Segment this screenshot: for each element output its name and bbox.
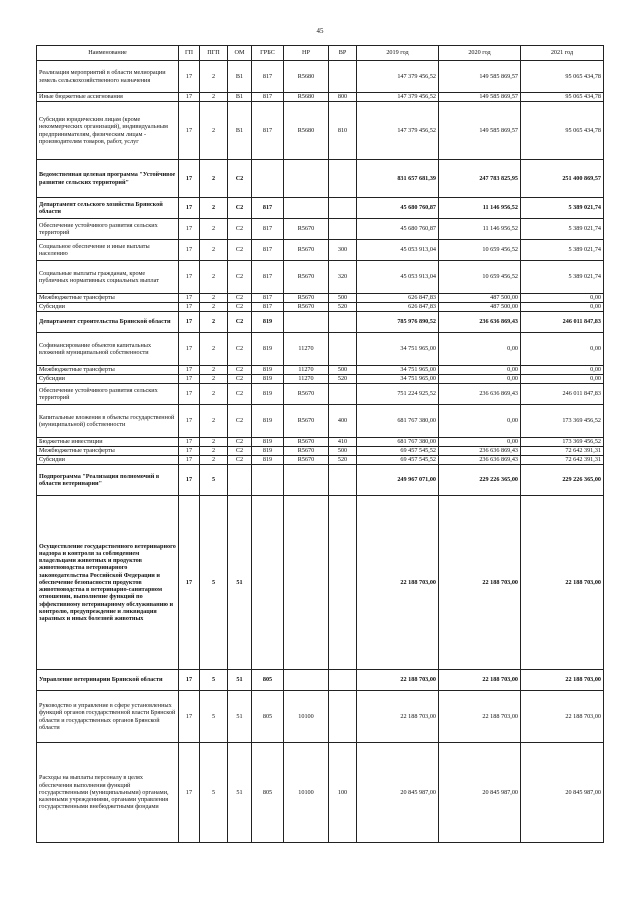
cell-om: С2 xyxy=(228,294,252,303)
cell-2021: 251 400 869,57 xyxy=(521,160,604,198)
cell-2020: 236 636 869,43 xyxy=(439,456,521,465)
cell-om: 51 xyxy=(228,743,252,843)
cell-om: С2 xyxy=(228,160,252,198)
cell-pgp: 2 xyxy=(200,333,228,366)
cell-nr xyxy=(284,198,329,219)
table-row xyxy=(37,240,604,261)
cell-2019: 626 847,83 xyxy=(357,294,439,303)
cell-name: Субсидии xyxy=(37,375,179,384)
cell-2019: 147 379 456,52 xyxy=(357,61,439,93)
cell-vr xyxy=(329,691,357,743)
cell-2019: 831 657 681,39 xyxy=(357,160,439,198)
cell-gp: 17 xyxy=(179,160,200,198)
cell-nr: R5670 xyxy=(284,384,329,405)
cell-pgp: 2 xyxy=(200,93,228,102)
cell-2021: 5 389 021,74 xyxy=(521,240,604,261)
cell-vr: 810 xyxy=(329,102,357,160)
cell-nr: 10100 xyxy=(284,691,329,743)
cell-grbs: 819 xyxy=(252,366,284,375)
cell-nr: R5680 xyxy=(284,93,329,102)
cell-om: С2 xyxy=(228,333,252,366)
cell-vr xyxy=(329,670,357,691)
cell-vr xyxy=(329,496,357,670)
cell-grbs xyxy=(252,160,284,198)
cell-gp: 17 xyxy=(179,312,200,333)
cell-pgp: 2 xyxy=(200,240,228,261)
cell-nr: R5670 xyxy=(284,240,329,261)
table-row xyxy=(37,691,604,743)
cell-2021: 72 642 391,31 xyxy=(521,447,604,456)
cell-gp: 17 xyxy=(179,61,200,93)
cell-2021: 0,00 xyxy=(521,303,604,312)
table-row xyxy=(37,375,604,384)
cell-vr: 520 xyxy=(329,375,357,384)
cell-name: Иные бюджетные ассигнования xyxy=(37,93,179,102)
cell-grbs: 817 xyxy=(252,102,284,160)
cell-name: Субсидии xyxy=(37,456,179,465)
cell-grbs xyxy=(252,496,284,670)
cell-grbs: 819 xyxy=(252,456,284,465)
cell-2021: 0,00 xyxy=(521,333,604,366)
col-header-2020: 2020 год xyxy=(439,46,521,61)
cell-vr: 320 xyxy=(329,261,357,294)
cell-name: Расходы на выплаты персоналу в целях обеспечения выполнения функций государственными (муниципальными) органами, казенными учреждениями, органами управления государственными внебюджетными фондами xyxy=(37,743,179,843)
cell-gp: 17 xyxy=(179,198,200,219)
cell-pgp: 5 xyxy=(200,496,228,670)
cell-pgp: 2 xyxy=(200,366,228,375)
cell-name: Управление ветеринарии Брянской области xyxy=(37,670,179,691)
cell-2021: 20 845 987,00 xyxy=(521,743,604,843)
cell-vr: 500 xyxy=(329,447,357,456)
cell-gp: 17 xyxy=(179,670,200,691)
cell-name: Реализация мероприятий в области мелиорации земель сельскохозяйственного назначения xyxy=(37,61,179,93)
cell-gp: 17 xyxy=(179,465,200,496)
cell-2021: 173 369 456,52 xyxy=(521,438,604,447)
cell-2020: 149 585 869,57 xyxy=(439,93,521,102)
table-row xyxy=(37,160,604,198)
cell-2019: 22 188 703,00 xyxy=(357,670,439,691)
cell-grbs: 819 xyxy=(252,447,284,456)
cell-gp: 17 xyxy=(179,102,200,160)
cell-2021: 173 369 456,52 xyxy=(521,405,604,438)
cell-2020: 0,00 xyxy=(439,405,521,438)
cell-vr xyxy=(329,333,357,366)
cell-grbs: 819 xyxy=(252,375,284,384)
cell-vr: 520 xyxy=(329,456,357,465)
cell-nr xyxy=(284,160,329,198)
cell-om: С2 xyxy=(228,366,252,375)
cell-2019: 22 188 703,00 xyxy=(357,496,439,670)
cell-grbs: 817 xyxy=(252,294,284,303)
cell-gp: 17 xyxy=(179,333,200,366)
cell-grbs: 819 xyxy=(252,405,284,438)
cell-2020: 229 226 365,00 xyxy=(439,465,521,496)
cell-2021: 22 188 703,00 xyxy=(521,691,604,743)
cell-2019: 20 845 987,00 xyxy=(357,743,439,843)
cell-2020: 0,00 xyxy=(439,333,521,366)
cell-2021: 229 226 365,00 xyxy=(521,465,604,496)
cell-pgp: 2 xyxy=(200,405,228,438)
cell-vr xyxy=(329,312,357,333)
cell-2019: 626 847,83 xyxy=(357,303,439,312)
cell-grbs: 819 xyxy=(252,333,284,366)
cell-name: Социальные выплаты гражданам, кроме публичных нормативных социальных выплат xyxy=(37,261,179,294)
cell-om: 51 xyxy=(228,670,252,691)
cell-vr: 400 xyxy=(329,405,357,438)
cell-2020: 487 500,00 xyxy=(439,294,521,303)
table-row xyxy=(37,670,604,691)
cell-2020: 22 188 703,00 xyxy=(439,496,521,670)
cell-2020: 0,00 xyxy=(439,375,521,384)
cell-2020: 0,00 xyxy=(439,366,521,375)
cell-vr: 800 xyxy=(329,93,357,102)
cell-om: С2 xyxy=(228,375,252,384)
cell-nr: R5680 xyxy=(284,61,329,93)
cell-2020: 20 845 987,00 xyxy=(439,743,521,843)
cell-grbs: 817 xyxy=(252,261,284,294)
cell-vr xyxy=(329,219,357,240)
page-number: 45 xyxy=(316,27,324,35)
cell-nr xyxy=(284,496,329,670)
cell-pgp: 2 xyxy=(200,61,228,93)
cell-name: Межбюджетные трансферты xyxy=(37,447,179,456)
table-row xyxy=(37,61,604,93)
cell-grbs: 817 xyxy=(252,219,284,240)
table-row xyxy=(37,456,604,465)
cell-vr xyxy=(329,61,357,93)
table-row xyxy=(37,294,604,303)
cell-nr: R5670 xyxy=(284,219,329,240)
cell-grbs: 817 xyxy=(252,198,284,219)
cell-vr xyxy=(329,160,357,198)
cell-om: С2 xyxy=(228,384,252,405)
cell-grbs: 817 xyxy=(252,303,284,312)
cell-nr xyxy=(284,465,329,496)
cell-nr: R5670 xyxy=(284,438,329,447)
cell-grbs: 805 xyxy=(252,743,284,843)
cell-name: Обеспечение устойчивого развития сельских территорий xyxy=(37,219,179,240)
cell-pgp: 2 xyxy=(200,102,228,160)
cell-name: Обеспечение устойчивого развития сельских территорий xyxy=(37,384,179,405)
cell-name: Департамент строительства Брянской области xyxy=(37,312,179,333)
cell-2020: 22 188 703,00 xyxy=(439,691,521,743)
cell-2019: 751 224 925,52 xyxy=(357,384,439,405)
cell-om: В1 xyxy=(228,93,252,102)
cell-vr: 500 xyxy=(329,294,357,303)
cell-nr: 11270 xyxy=(284,375,329,384)
cell-2019: 785 976 890,52 xyxy=(357,312,439,333)
table-row xyxy=(37,384,604,405)
cell-pgp: 5 xyxy=(200,691,228,743)
cell-name: Департамент сельского хозяйства Брянской области xyxy=(37,198,179,219)
cell-om: С2 xyxy=(228,405,252,438)
cell-pgp: 5 xyxy=(200,743,228,843)
cell-gp: 17 xyxy=(179,303,200,312)
table-row xyxy=(37,312,604,333)
col-header-2021: 2021 год xyxy=(521,46,604,61)
cell-2020: 236 636 869,43 xyxy=(439,384,521,405)
cell-2021: 0,00 xyxy=(521,375,604,384)
cell-2020: 247 783 825,95 xyxy=(439,160,521,198)
cell-2020: 236 636 869,43 xyxy=(439,447,521,456)
cell-name: Подпрограмма "Реализация полномочий в области ветеринарии" xyxy=(37,465,179,496)
cell-2021: 72 642 391,31 xyxy=(521,456,604,465)
cell-nr: R5670 xyxy=(284,294,329,303)
col-header-pgp: ПГП xyxy=(200,46,228,61)
col-header-nr: НР xyxy=(284,46,329,61)
table-row xyxy=(37,93,604,102)
cell-nr: R5670 xyxy=(284,261,329,294)
cell-pgp: 2 xyxy=(200,312,228,333)
table-row xyxy=(37,219,604,240)
table-row xyxy=(37,465,604,496)
cell-vr xyxy=(329,465,357,496)
cell-pgp: 2 xyxy=(200,438,228,447)
cell-nr: 11270 xyxy=(284,333,329,366)
cell-om: С2 xyxy=(228,447,252,456)
cell-2021: 95 065 434,78 xyxy=(521,61,604,93)
cell-grbs: 817 xyxy=(252,93,284,102)
cell-gp: 17 xyxy=(179,375,200,384)
cell-om: С2 xyxy=(228,240,252,261)
cell-gp: 17 xyxy=(179,294,200,303)
cell-2019: 34 751 965,00 xyxy=(357,375,439,384)
cell-2020: 10 659 456,52 xyxy=(439,240,521,261)
cell-2020: 149 585 869,57 xyxy=(439,102,521,160)
cell-2019: 69 457 545,52 xyxy=(357,456,439,465)
cell-gp: 17 xyxy=(179,447,200,456)
cell-gp: 17 xyxy=(179,691,200,743)
cell-name: Бюджетные инвестиции xyxy=(37,438,179,447)
cell-2020: 149 585 869,57 xyxy=(439,61,521,93)
cell-nr: 11270 xyxy=(284,366,329,375)
table-row xyxy=(37,102,604,160)
cell-om: В1 xyxy=(228,61,252,93)
cell-2019: 34 751 965,00 xyxy=(357,333,439,366)
cell-2019: 22 188 703,00 xyxy=(357,691,439,743)
cell-pgp: 2 xyxy=(200,384,228,405)
cell-2019: 147 379 456,52 xyxy=(357,93,439,102)
cell-2021: 95 065 434,78 xyxy=(521,93,604,102)
cell-pgp: 2 xyxy=(200,160,228,198)
cell-2021: 246 011 847,83 xyxy=(521,384,604,405)
cell-om: С2 xyxy=(228,303,252,312)
cell-name: Руководство и управление в сфере установленных функций органов государственной власти Брянской области и государственных органов Брянской области xyxy=(37,691,179,743)
budget-table xyxy=(36,45,604,843)
cell-gp: 17 xyxy=(179,384,200,405)
cell-vr: 520 xyxy=(329,303,357,312)
table-row xyxy=(37,366,604,375)
cell-2020: 22 188 703,00 xyxy=(439,670,521,691)
cell-grbs: 819 xyxy=(252,312,284,333)
col-header-gp: ГП xyxy=(179,46,200,61)
cell-name: Социальное обеспечение и иные выплаты населению xyxy=(37,240,179,261)
cell-2021: 5 389 021,74 xyxy=(521,219,604,240)
table-row xyxy=(37,438,604,447)
cell-2021: 5 389 021,74 xyxy=(521,198,604,219)
cell-pgp: 2 xyxy=(200,456,228,465)
table-row xyxy=(37,198,604,219)
cell-om: С2 xyxy=(228,312,252,333)
cell-om: С2 xyxy=(228,198,252,219)
col-header-name: Наименование xyxy=(37,46,179,61)
cell-name: Межбюджетные трансферты xyxy=(37,294,179,303)
cell-gp: 17 xyxy=(179,743,200,843)
cell-nr xyxy=(284,670,329,691)
cell-nr: 10100 xyxy=(284,743,329,843)
cell-2020: 236 636 869,43 xyxy=(439,312,521,333)
cell-nr xyxy=(284,312,329,333)
cell-vr: 100 xyxy=(329,743,357,843)
cell-name: Софинансирование объектов капитальных вложений муниципальной собственности xyxy=(37,333,179,366)
cell-2019: 147 379 456,52 xyxy=(357,102,439,160)
cell-om: С2 xyxy=(228,261,252,294)
cell-om: 51 xyxy=(228,496,252,670)
cell-grbs xyxy=(252,465,284,496)
cell-gp: 17 xyxy=(179,261,200,294)
cell-2020: 11 146 956,52 xyxy=(439,198,521,219)
cell-2019: 681 767 380,00 xyxy=(357,438,439,447)
cell-vr xyxy=(329,198,357,219)
cell-pgp: 2 xyxy=(200,198,228,219)
cell-2020: 11 146 956,52 xyxy=(439,219,521,240)
cell-grbs: 819 xyxy=(252,384,284,405)
cell-name: Осуществление государственного ветеринарного надзора и контроля за соблюдением владельцами животных и продуктов животноводства ветеринарного законодательства Российской Федерации и обеспечение безопасности продуктов животноводства в ветеринарно-санитарном отношении, выполнение функций по эффективному ветеринарному обслуживанию и контролю, предупреждение и ликвидация заразных и иных болезней животных xyxy=(37,496,179,670)
cell-name: Субсидии юридическим лицам (кроме некоммерческих организаций), индивидуальным предпринимателям, физическим лицам - производителям товаров, работ, услуг xyxy=(37,102,179,160)
cell-gp: 17 xyxy=(179,438,200,447)
cell-grbs: 817 xyxy=(252,240,284,261)
cell-nr: R5680 xyxy=(284,102,329,160)
table-row xyxy=(37,743,604,843)
cell-2020: 487 500,00 xyxy=(439,303,521,312)
cell-om: 51 xyxy=(228,691,252,743)
cell-pgp: 2 xyxy=(200,447,228,456)
cell-gp: 17 xyxy=(179,219,200,240)
cell-2019: 45 680 760,87 xyxy=(357,219,439,240)
cell-pgp: 5 xyxy=(200,465,228,496)
col-header-2019: 2019 год xyxy=(357,46,439,61)
cell-om: С2 xyxy=(228,438,252,447)
cell-2019: 69 457 545,52 xyxy=(357,447,439,456)
cell-gp: 17 xyxy=(179,93,200,102)
cell-gp: 17 xyxy=(179,240,200,261)
table-row xyxy=(37,447,604,456)
col-header-om: ОМ xyxy=(228,46,252,61)
cell-nr: R5670 xyxy=(284,405,329,438)
cell-2019: 249 967 071,00 xyxy=(357,465,439,496)
cell-2021: 95 065 434,78 xyxy=(521,102,604,160)
cell-2021: 246 011 847,83 xyxy=(521,312,604,333)
cell-grbs: 817 xyxy=(252,61,284,93)
cell-gp: 17 xyxy=(179,366,200,375)
cell-grbs: 819 xyxy=(252,438,284,447)
cell-2021: 5 389 021,74 xyxy=(521,261,604,294)
cell-om: С2 xyxy=(228,219,252,240)
cell-nr: R5670 xyxy=(284,456,329,465)
cell-pgp: 2 xyxy=(200,219,228,240)
cell-2020: 10 659 456,52 xyxy=(439,261,521,294)
cell-pgp: 2 xyxy=(200,375,228,384)
cell-2019: 45 680 760,87 xyxy=(357,198,439,219)
cell-gp: 17 xyxy=(179,405,200,438)
cell-2021: 22 188 703,00 xyxy=(521,496,604,670)
cell-grbs: 805 xyxy=(252,670,284,691)
cell-pgp: 2 xyxy=(200,303,228,312)
cell-om: В1 xyxy=(228,102,252,160)
cell-name: Ведомственная целевая программа "Устойчивое развитие сельских территорий" xyxy=(37,160,179,198)
cell-name: Капитальные вложения в объекты государственной (муниципальной) собственности xyxy=(37,405,179,438)
cell-om xyxy=(228,465,252,496)
cell-2021: 0,00 xyxy=(521,366,604,375)
cell-vr: 500 xyxy=(329,366,357,375)
cell-vr xyxy=(329,384,357,405)
cell-2020: 0,00 xyxy=(439,438,521,447)
cell-name: Межбюджетные трансферты xyxy=(37,366,179,375)
cell-2019: 34 751 965,00 xyxy=(357,366,439,375)
cell-nr: R5670 xyxy=(284,303,329,312)
cell-gp: 17 xyxy=(179,496,200,670)
table-row xyxy=(37,261,604,294)
cell-name: Субсидии xyxy=(37,303,179,312)
cell-2021: 22 188 703,00 xyxy=(521,670,604,691)
cell-gp: 17 xyxy=(179,456,200,465)
cell-grbs: 805 xyxy=(252,691,284,743)
cell-2019: 681 767 380,00 xyxy=(357,405,439,438)
cell-2019: 45 053 913,04 xyxy=(357,240,439,261)
col-header-grbs: ГРБС xyxy=(252,46,284,61)
table-row xyxy=(37,333,604,366)
cell-nr: R5670 xyxy=(284,447,329,456)
cell-om: С2 xyxy=(228,456,252,465)
cell-pgp: 5 xyxy=(200,670,228,691)
col-header-vr: ВР xyxy=(329,46,357,61)
cell-2019: 45 053 913,04 xyxy=(357,261,439,294)
table-header-row xyxy=(37,46,604,61)
cell-2021: 0,00 xyxy=(521,294,604,303)
cell-vr: 410 xyxy=(329,438,357,447)
cell-pgp: 2 xyxy=(200,261,228,294)
cell-pgp: 2 xyxy=(200,294,228,303)
table-row xyxy=(37,303,604,312)
table-row xyxy=(37,496,604,670)
table-row xyxy=(37,405,604,438)
cell-vr: 300 xyxy=(329,240,357,261)
